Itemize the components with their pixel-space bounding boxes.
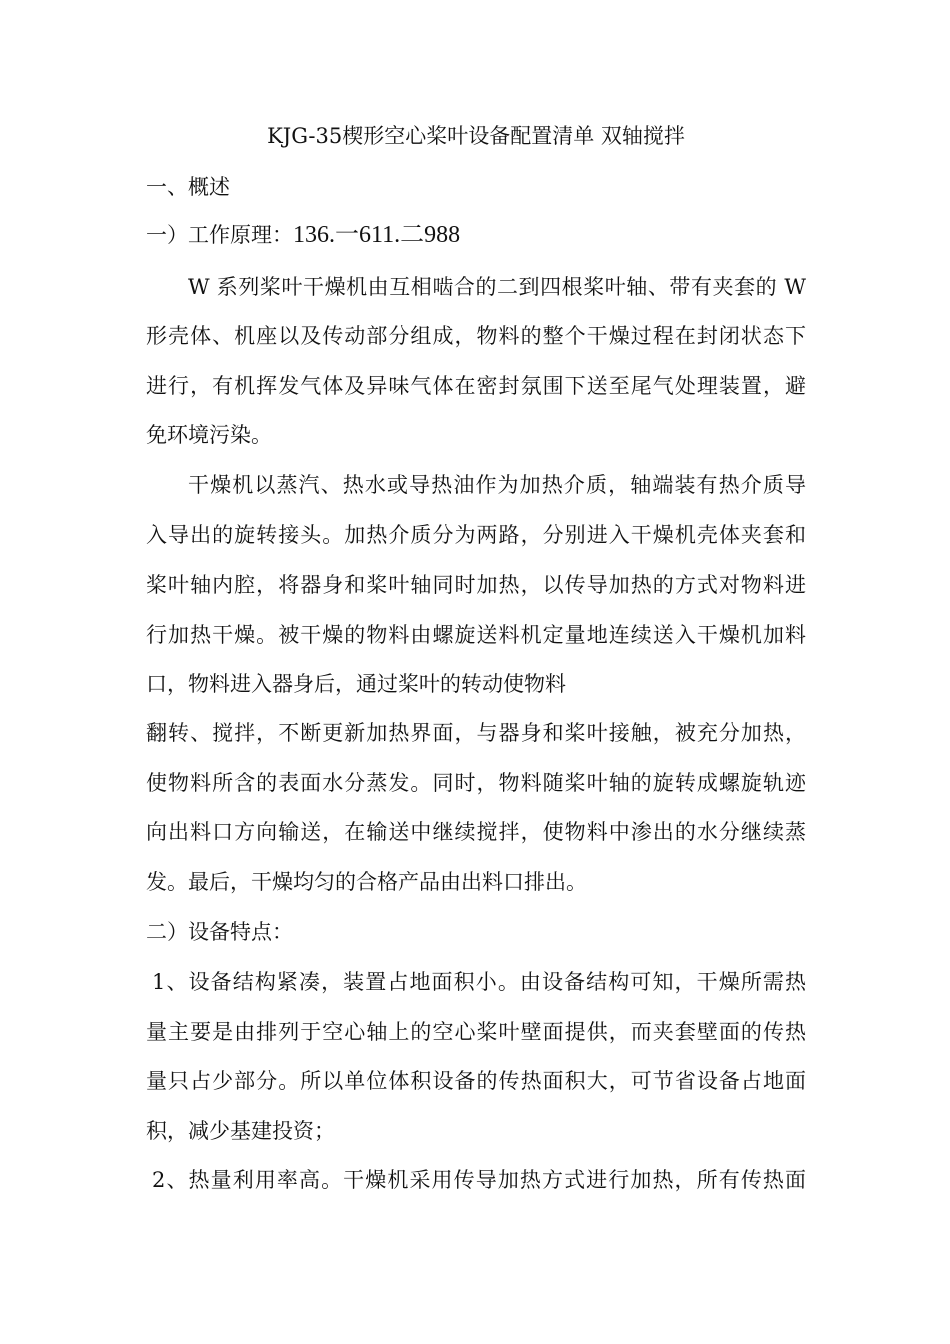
phone-number: 136.一611.二988 <box>293 222 461 248</box>
paragraph-line: 形壳体、机座以及传动部分组成，物料的整个干燥过程在封闭状态下 <box>146 324 806 348</box>
paragraph-line: 翻转、搅拌，不断更新加热界面，与器身和桨叶接触，被充分加热， <box>146 721 806 745</box>
section-heading-overview: 一、概述 <box>146 175 230 199</box>
subsection-label: 一）工作原理： <box>146 223 293 247</box>
paragraph-line: 干燥机以蒸汽、热水或导热油作为加热介质，轴端装有热介质导 <box>188 473 806 497</box>
paragraph-line: 使物料所含的表面水分蒸发。同时，物料随桨叶轴的旋转成螺旋轨迹 <box>146 771 806 795</box>
subsection-working-principle <box>146 220 806 250</box>
list-item-line: 积，减少基建投资； <box>146 1119 335 1143</box>
paragraph-line: 发。最后，干燥均匀的合格产品由出料口排出。 <box>146 870 587 894</box>
list-item-line: 2、热量利用率高。干燥机采用传导加热方式进行加热，所有传热面 <box>152 1168 806 1192</box>
document-title: KJG-35楔形空心桨叶设备配置清单 双轴搅拌 <box>267 124 685 148</box>
paragraph-line: 向出料口方向输送，在输送中继续搅拌，使物料中渗出的水分继续蒸 <box>146 820 806 844</box>
list-item-line: 量只占少部分。所以单位体积设备的传热面积大，可节省设备占地面 <box>146 1069 806 1093</box>
paragraph-line: 行加热干燥。被干燥的物料由螺旋送料机定量地连续送入干燥机加料 <box>146 623 806 647</box>
list-item-line: 量主要是由排列于空心轴上的空心桨叶壁面提供，而夹套壁面的传热 <box>146 1020 806 1044</box>
paragraph-line: 免环境污染。 <box>146 423 272 447</box>
list-item-line: 1、设备结构紧凑，装置占地面积小。由设备结构可知，干燥所需热 <box>152 970 806 994</box>
paragraph-line: W 系列桨叶干燥机由互相啮合的二到四根桨叶轴、带有夹套的 W <box>188 275 806 299</box>
paragraph-line: 桨叶轴内腔，将器身和桨叶轴同时加热，以传导加热的方式对物料进 <box>146 573 806 597</box>
paragraph-line: 进行，有机挥发气体及异味气体在密封氛围下送至尾气处理装置，避 <box>146 374 806 398</box>
subsection-features: 二）设备特点： <box>146 920 293 944</box>
paragraph-line: 入导出的旋转接头。加热介质分为两路，分别进入干燥机壳体夹套和 <box>146 523 806 547</box>
paragraph-line: 口，物料进入器身后，通过桨叶的转动使物料 <box>146 672 566 696</box>
